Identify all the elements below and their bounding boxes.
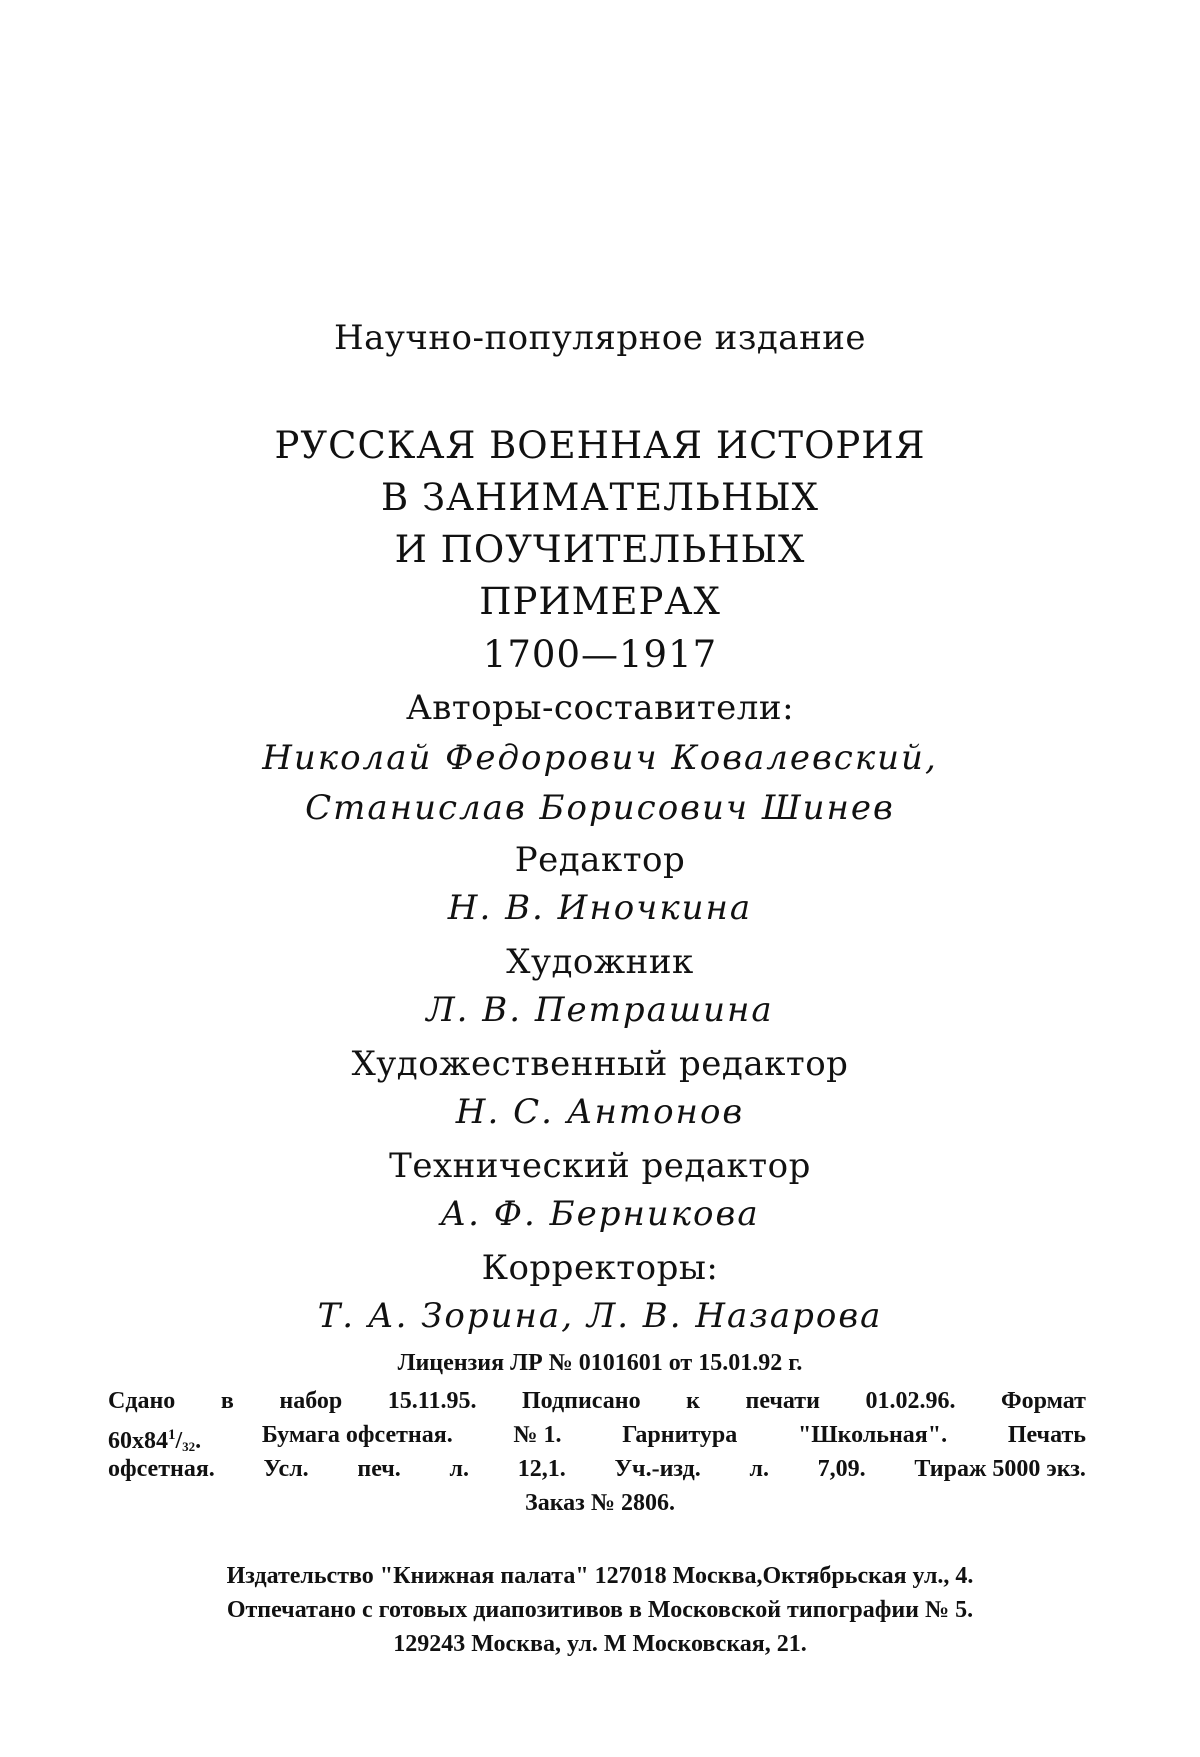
imprint-word: к [686,1388,700,1414]
artist-label: Художник [506,942,694,982]
imprint-word: № 1. [513,1422,562,1448]
proofreaders-names: Т. А. Зорина, Л. В. Назарова [317,1296,883,1336]
proofreaders-label: Корректоры: [481,1248,719,1288]
imprint-word: л. [449,1456,469,1482]
imprint-word: Бумага офсетная. [261,1422,453,1448]
imprint-word: 01.02.96. [865,1388,956,1414]
imprint-word: Гарнитура [622,1422,738,1448]
book-years: 1700—1917 [482,633,718,676]
editor-label: Редактор [514,840,686,880]
imprint-word: в [220,1388,234,1414]
editor-name: Н. В. Иночкина [447,888,753,928]
tech-editor-name: А. Ф. Берникова [440,1194,760,1234]
order-number: Заказ № 2806. [525,1490,675,1516]
book-title-line-2: В ЗАНИМАТЕЛЬНЫХ [381,476,819,519]
book-title-line-1: РУССКАЯ ВОЕННАЯ ИСТОРИЯ [274,424,926,467]
imprint-word: Тираж 5000 экз. [914,1456,1086,1482]
imprint-word: 7,09. [817,1456,866,1482]
author-2: Станислав Борисович Шинев [305,788,895,828]
author-1: Николай Федорович Ковалевский, [262,738,938,778]
format-sub: 32 [182,1439,196,1454]
format-sup: 1 [168,1427,176,1443]
art-editor-label: Художественный редактор [351,1044,849,1084]
tech-editor-label: Технический редактор [389,1146,811,1186]
authors-label: Авторы-составители: [405,688,795,728]
publisher-line-2: Отпечатано с готовых диапозитивов в Московской типографии № 5. [226,1597,974,1623]
imprint-word: печати [745,1388,820,1414]
imprint-word: л. [749,1456,769,1482]
imprint-word: Усл. [263,1456,309,1482]
imprint-word: "Школьная". [797,1422,948,1448]
art-editor-name: Н. С. Антонов [455,1092,745,1132]
imprint-word: Формат [1001,1388,1086,1414]
book-title-line-3: И ПОУЧИТЕЛЬНЫХ [394,528,806,571]
imprint-word: Уч.-изд. [614,1456,701,1482]
imprint-word: Подписано [522,1388,641,1414]
publisher-line-3: 129243 Москва, ул. М Московская, 21. [393,1631,807,1657]
edition-type: Научно-популярное издание [333,318,867,358]
publisher-line-1: Издательство "Книжная палата" 127018 Москва,Октябрьская ул., 4. [226,1563,974,1589]
imprint-word: 12,1. [517,1456,566,1482]
imprint-word: Печать [1007,1422,1086,1448]
book-title-line-4: ПРИМЕРАХ [479,580,721,623]
imprint-line-3 [108,1452,1086,1486]
artist-name: Л. В. Петрашина [426,990,774,1030]
format-base: 60х84 [108,1428,168,1454]
license-line: Лицензия ЛР № 0101601 от 15.01.92 г. [397,1350,803,1376]
imprint-word: 15.11.95. [387,1388,477,1414]
imprint-word: набор [279,1388,343,1414]
paper-format: $60х84^1/_{32}$. [108,1418,201,1464]
imprint-line-1 [108,1384,1086,1418]
imprint-word: Сдано [108,1388,176,1414]
imprint-word: офсетная. [108,1456,215,1482]
imprint-word: печ. [357,1456,401,1482]
